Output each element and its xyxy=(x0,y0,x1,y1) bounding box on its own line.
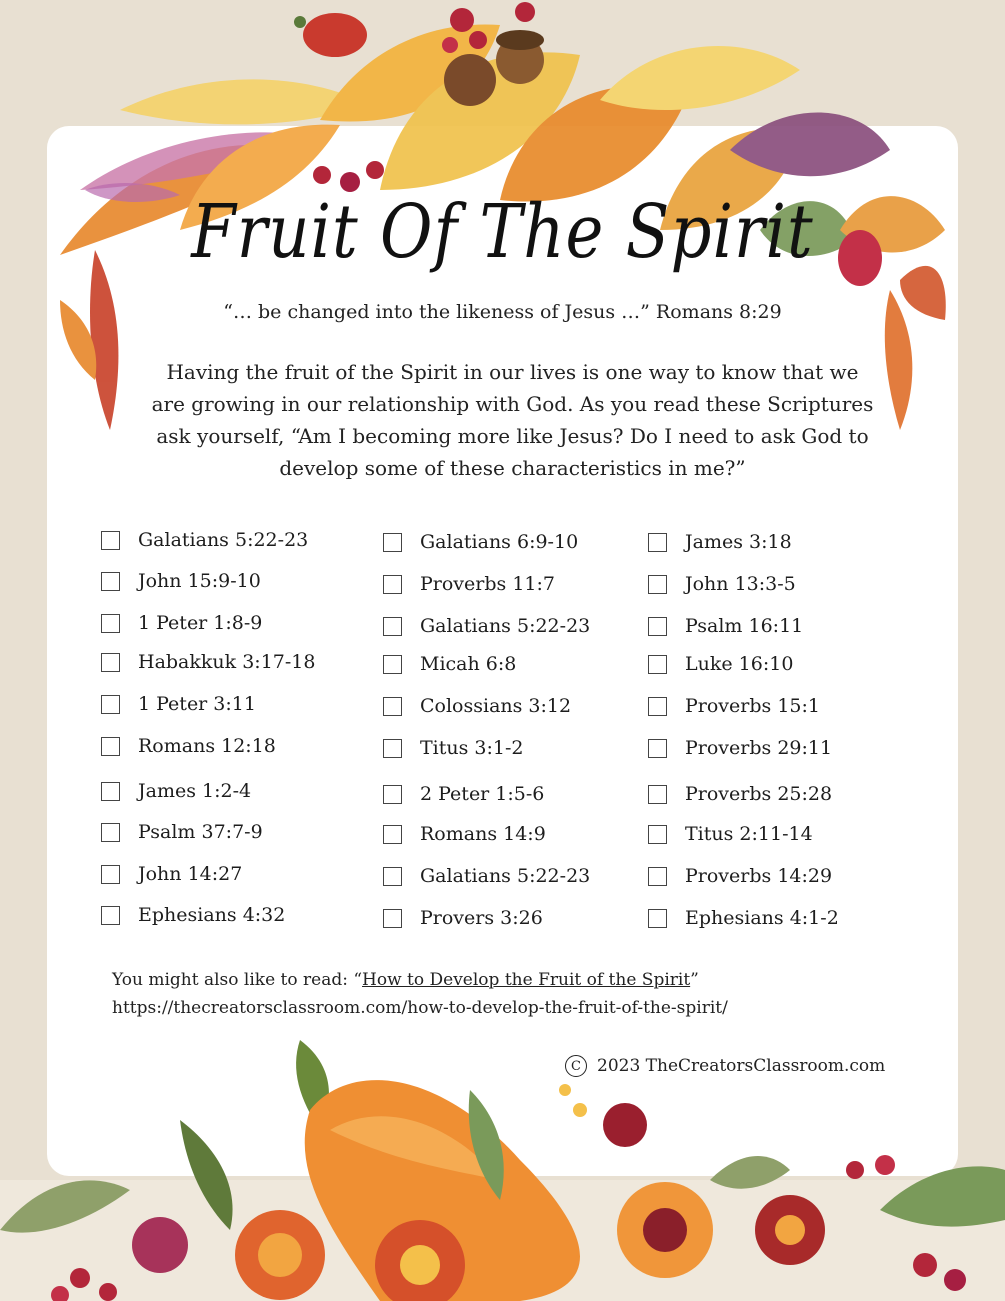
checkbox[interactable] xyxy=(648,739,667,758)
checkbox[interactable] xyxy=(101,614,120,633)
scripture-reference: John 14:27 xyxy=(138,863,243,885)
checkbox[interactable] xyxy=(648,655,667,674)
checklist-item[interactable] xyxy=(648,904,839,932)
checklist-item[interactable] xyxy=(383,528,578,556)
checkbox[interactable] xyxy=(101,823,120,842)
copyright-notice xyxy=(565,1055,885,1077)
checklist-item[interactable] xyxy=(101,526,308,554)
scripture-reference: James 1:2-4 xyxy=(138,780,252,802)
copyright-text: 2023 TheCreatorsClassroom.com xyxy=(597,1056,886,1076)
checkbox[interactable] xyxy=(383,655,402,674)
checklist-item[interactable] xyxy=(648,862,832,890)
checklist-item[interactable] xyxy=(648,692,820,720)
checkbox[interactable] xyxy=(383,739,402,758)
checklist-item[interactable] xyxy=(648,570,796,598)
scripture-reference: 1 Peter 3:11 xyxy=(138,693,256,715)
checkbox[interactable] xyxy=(383,867,402,886)
scripture-reference: Galatians 5:22-23 xyxy=(420,615,591,637)
checkbox[interactable] xyxy=(648,867,667,886)
article-url[interactable]: https://thecreatorsclassroom.com/how-to-develop-the-fruit-of-the-spirit/ xyxy=(112,998,728,1018)
checklist-item[interactable] xyxy=(383,780,544,808)
checklist-item[interactable] xyxy=(101,901,285,929)
checkbox[interactable] xyxy=(383,909,402,928)
checklist-item[interactable] xyxy=(383,570,555,598)
scripture-reference: John 15:9-10 xyxy=(138,570,261,592)
scripture-reference: Provers 3:26 xyxy=(420,907,543,929)
checkbox[interactable] xyxy=(648,617,667,636)
scripture-reference: Proverbs 15:1 xyxy=(685,695,820,717)
checkbox[interactable] xyxy=(648,825,667,844)
checklist-item[interactable] xyxy=(383,820,546,848)
checklist-item[interactable] xyxy=(383,650,516,678)
checklist-item[interactable] xyxy=(101,860,242,888)
article-link[interactable]: How to Develop the Fruit of the Spirit xyxy=(362,970,691,990)
scripture-reference: Psalm 37:7-9 xyxy=(138,821,263,843)
scripture-reference: Micah 6:8 xyxy=(420,653,517,675)
scripture-reference: Proverbs 25:28 xyxy=(685,783,833,805)
checklist-item[interactable] xyxy=(383,862,590,890)
further-reading xyxy=(112,966,728,1022)
scripture-reference: Titus 2:11-14 xyxy=(685,823,813,845)
copyright-icon: C xyxy=(565,1055,587,1077)
scripture-reference: Ephesians 4:32 xyxy=(138,904,286,926)
further-reading-prefix: You might also like to read: “ xyxy=(112,970,363,990)
scripture-reference: Luke 16:10 xyxy=(685,653,794,675)
scripture-reference: Romans 12:18 xyxy=(138,735,276,757)
verse-quote: “… be changed into the likeness of Jesus …” Romans 8:29 xyxy=(223,301,782,323)
checkbox[interactable] xyxy=(101,531,120,550)
scripture-reference: Titus 3:1-2 xyxy=(420,737,524,759)
page-title: Fruit Of The Spirit xyxy=(191,190,814,276)
checkbox[interactable] xyxy=(648,909,667,928)
checkbox[interactable] xyxy=(648,697,667,716)
checkbox[interactable] xyxy=(101,572,120,591)
checklist-item[interactable] xyxy=(648,528,792,556)
checklist-item[interactable] xyxy=(101,609,262,637)
checklist-item[interactable] xyxy=(101,818,263,846)
checkbox[interactable] xyxy=(648,575,667,594)
checkbox[interactable] xyxy=(101,653,120,672)
checklist-item[interactable] xyxy=(648,650,793,678)
checkbox[interactable] xyxy=(648,785,667,804)
checkbox[interactable] xyxy=(383,697,402,716)
checklist-item[interactable] xyxy=(648,612,803,640)
checklist-item[interactable] xyxy=(383,734,524,762)
scripture-reference: Habakkuk 3:17-18 xyxy=(138,651,316,673)
scripture-reference: Galatians 5:22-23 xyxy=(420,865,591,887)
checkbox[interactable] xyxy=(101,695,120,714)
scripture-reference: 1 Peter 1:8-9 xyxy=(138,612,263,634)
checklist-item[interactable] xyxy=(383,612,590,640)
checkbox[interactable] xyxy=(101,865,120,884)
scripture-reference: Psalm 16:11 xyxy=(685,615,804,637)
checkbox[interactable] xyxy=(383,825,402,844)
checkbox[interactable] xyxy=(648,533,667,552)
checklist-item[interactable] xyxy=(101,732,276,760)
checklist-item[interactable] xyxy=(101,777,251,805)
scripture-reference: Proverbs 11:7 xyxy=(420,573,555,595)
checklist-item[interactable] xyxy=(101,648,315,676)
further-reading-line xyxy=(112,966,728,994)
scripture-reference: James 3:18 xyxy=(685,531,792,553)
scripture-reference: Galatians 5:22-23 xyxy=(138,529,309,551)
scripture-reference: Colossians 3:12 xyxy=(420,695,572,717)
checkbox[interactable] xyxy=(383,533,402,552)
further-reading-suffix: ” xyxy=(690,970,699,990)
scripture-reference: Proverbs 29:11 xyxy=(685,737,833,759)
scripture-reference: Proverbs 14:29 xyxy=(685,865,833,887)
scripture-reference: Ephesians 4:1-2 xyxy=(685,907,839,929)
checkbox[interactable] xyxy=(101,906,120,925)
intro-paragraph: Having the fruit of the Spirit in our lives is one way to know that we are growing in our relationship with God. As you read these Scriptures ask yourself, “Am I becoming more like Jesus? Do I need to ask God to develop some of these characteristics in me?” xyxy=(151,360,874,480)
scripture-reference: 2 Peter 1:5-6 xyxy=(420,783,545,805)
checklist-item[interactable] xyxy=(101,567,261,595)
checklist-item[interactable] xyxy=(648,780,832,808)
checkbox[interactable] xyxy=(101,782,120,801)
checklist-item[interactable] xyxy=(383,904,543,932)
checklist-item[interactable] xyxy=(648,734,832,762)
scripture-reference: Galatians 6:9-10 xyxy=(420,531,579,553)
checkbox[interactable] xyxy=(383,785,402,804)
scripture-reference: John 13:3-5 xyxy=(685,573,796,595)
checklist-item[interactable] xyxy=(101,690,256,718)
checklist-item[interactable] xyxy=(648,820,813,848)
scripture-reference: Romans 14:9 xyxy=(420,823,546,845)
checkbox[interactable] xyxy=(383,575,402,594)
checklist-item[interactable] xyxy=(383,692,571,720)
checkbox[interactable] xyxy=(383,617,402,636)
checkbox[interactable] xyxy=(101,737,120,756)
